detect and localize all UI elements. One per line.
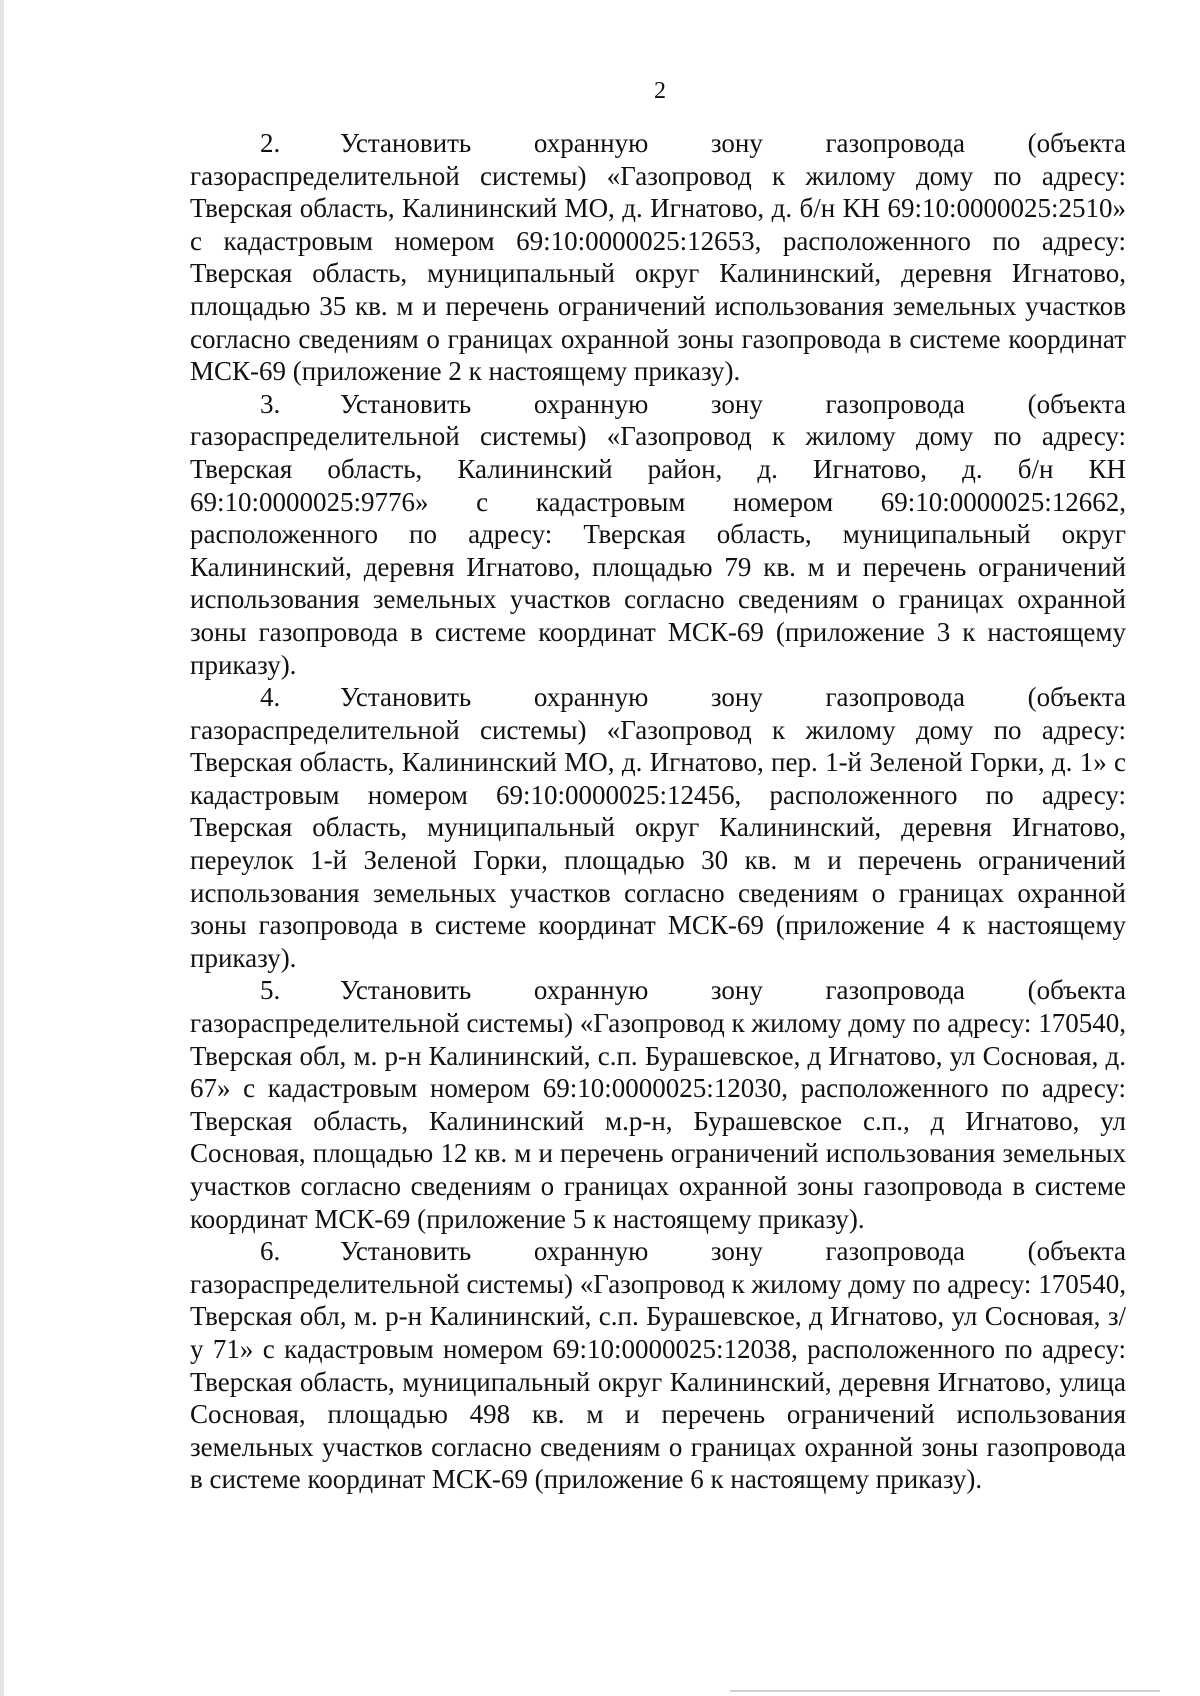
paragraph-text: Установить охранную зону газопровода (объекта газораспределительной системы) «Газопровод к жилому дому по адресу: 170540, Тверская обл, м. р-н Калининский, с.п. Бурашевское, д Игнатово, ул Сосновая, з/у 71» с кадастровым номером 69:10:0000025:12038, расположенного по адресу: Тверская область, муниципальный округ Калининский, деревня Игнатово, улица Сосновая, площадью 498 кв. м и перечень ограничений использования земельных участков согласно сведениям о границах охранной зоны газопровода в системе координат МСК-69 (приложение 6 к настоящему приказу). [190,1236,1126,1495]
page-number: 2 [654,78,666,104]
scan-bottom-edge [730,1690,1160,1692]
paragraph-text: Установить охранную зону газопровода (объекта газораспределительной системы) «Газопровод к жилому дому по адресу: Тверская область, Калининский район, д. Игнатово, д. б/н КН 69:10:0000025:9776» с кадастровым номером 69:10:0000025:12662, расположенного по адресу: Тверская область, муниципальный округ Калининский, деревня Игнатово, площадью 79 кв. м и перечень ограничений использования земельных участков согласно сведениям о границах охранной зоны газопровода в системе координат МСК-69 (приложение 3 к настоящему приказу). [190,388,1126,680]
paragraph-text: Установить охранную зону газопровода (объекта газораспределительной системы) «Газопровод к жилому дому по адресу: Тверская область, Калининский МО, д. Игнатово, д. б/н КН 69:10:0000025:2510» с кадастровым номером 69:10:0000025:12653, расположенного по адресу: Тверская область, муниципальный округ Калининский, деревня Игнатово, площадью 35 кв. м и перечень ограничений использования земельных участков согласно сведениям о границах охранной зоны газопровода в системе координат МСК-69 (приложение 2 к настоящему приказу). [190,128,1126,387]
paragraph-number: 6. [260,1236,281,1267]
paragraph-2 [190,127,1126,388]
paragraph-number: 5. [260,975,281,1006]
paragraph-number: 2. [260,128,281,158]
paragraph-text: Установить охранную зону газопровода (объекта газораспределительной системы) «Газопровод к жилому дому по адресу: Тверская область, Калининский МО, д. Игнатово, пер. 1-й Зеленой Горки, д. 1» с кадастровым номером 69:10:0000025:12456, расположенного по адресу: Тверская область, муниципальный округ Калининский, деревня Игнатово, переулок 1-й Зеленой Горки, площадью 30 кв. м и перечень ограничений использования земельных участков согласно сведениям о границах охранной зоны газопровода в системе координат МСК-69 (приложение 4 к настоящему приказу). [190,682,1126,973]
paragraph-number: 3. [260,388,281,419]
paragraph-3 [190,388,1126,681]
paragraph-number: 4. [260,682,281,713]
paragraph-text: Установить охранную зону газопровода (объекта газораспределительной системы) «Газопровод к жилому дому по адресу: 170540, Тверская обл, м. р-н Калининский, с.п. Бурашевское, д Игнатово, ул Сосновая, д. 67» с кадастровым номером 69:10:0000025:12030, расположенного по адресу: Тверская область, Калининский м.р-н, Бурашевское с.п., д Игнатово, ул Сосновая, площадью 12 кв. м и перечень ограничений использования земельных участков согласно сведениям о границах охранной зоны газопровода в системе координат МСК-69 (приложение 5 к настоящему приказу). [190,975,1126,1234]
paragraph-4 [190,681,1126,974]
scan-edge [0,0,4,1696]
paragraph-5 [190,974,1126,1235]
document-body [190,127,1126,1496]
paragraph-6 [190,1235,1126,1496]
